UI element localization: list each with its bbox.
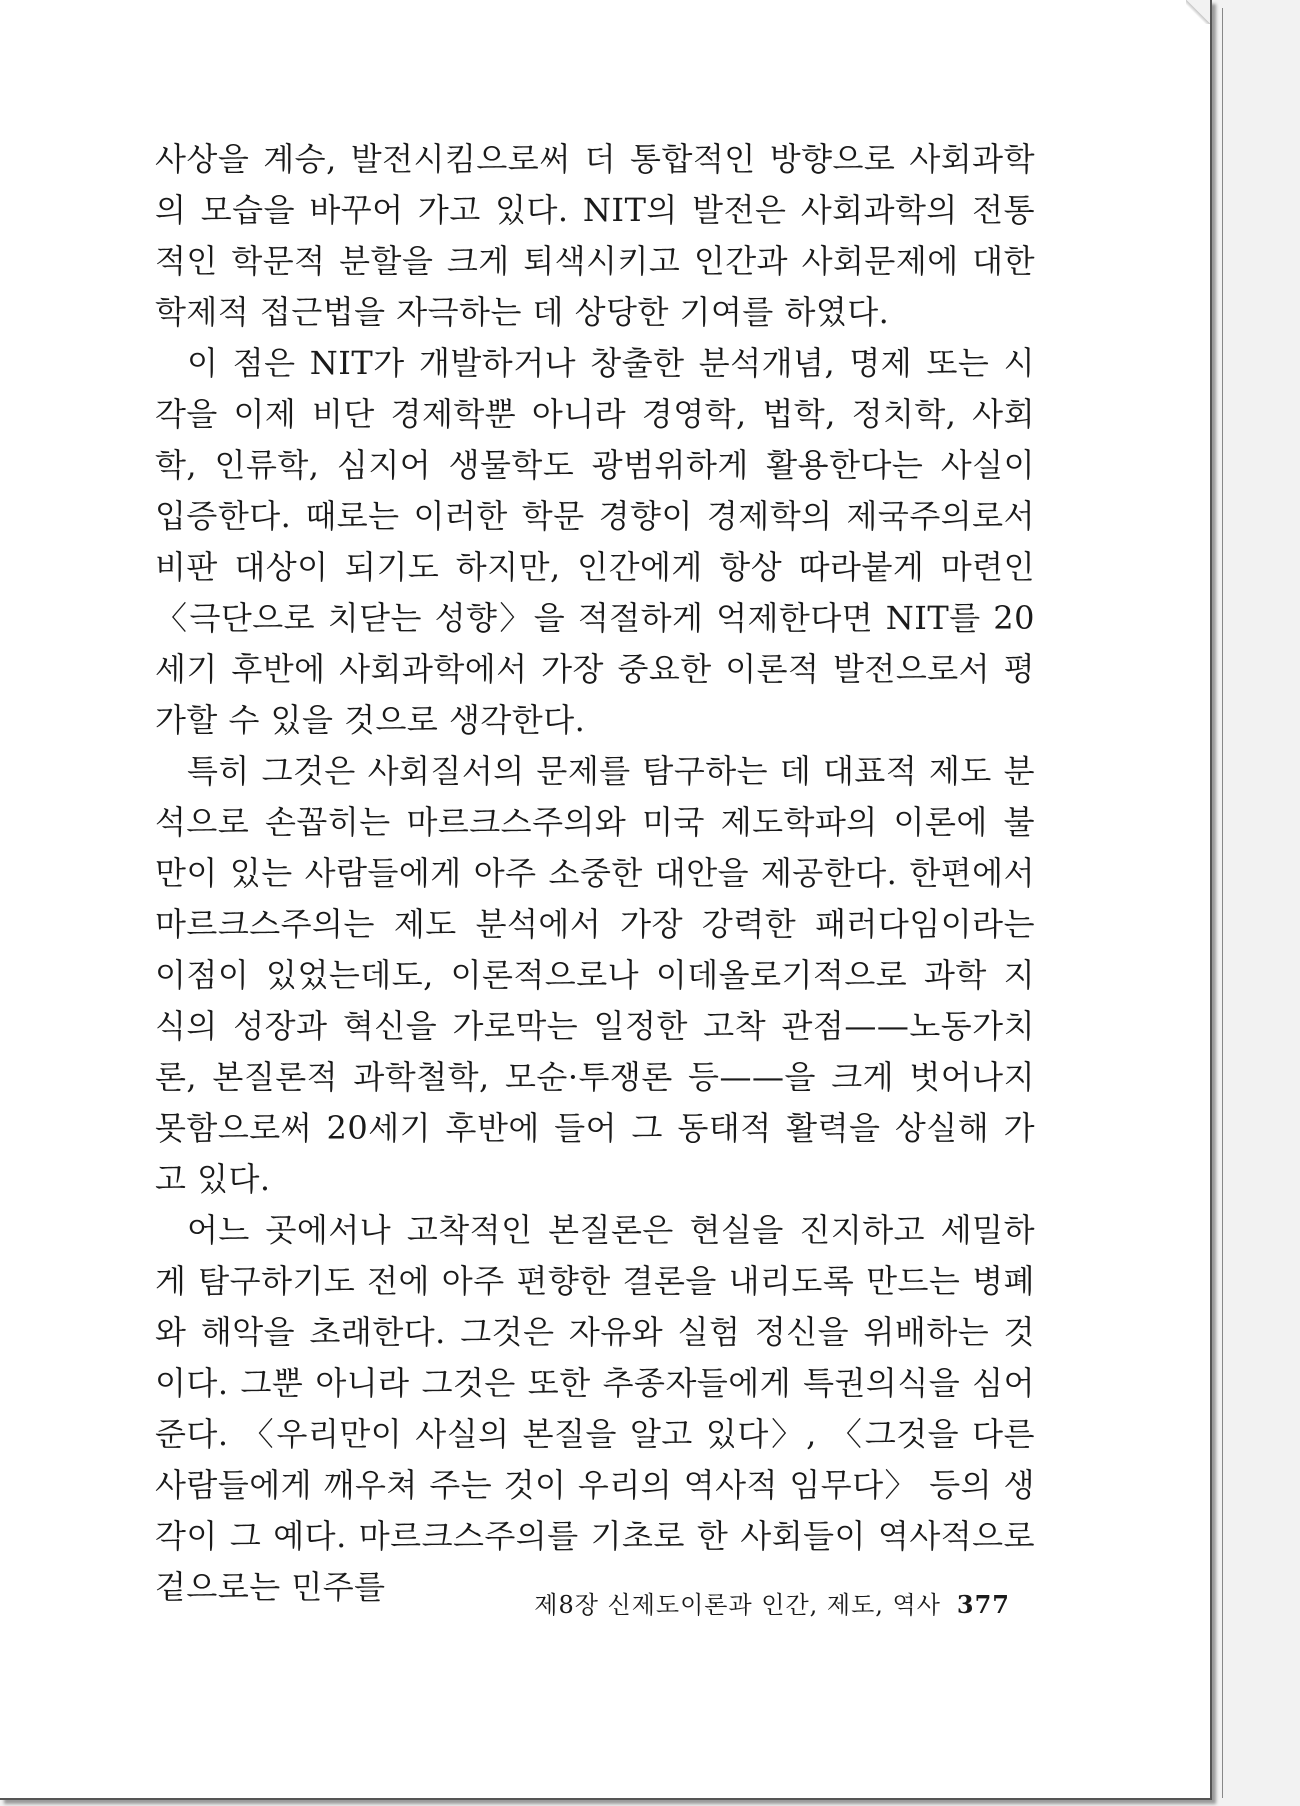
page-number: 377 [956, 1590, 1010, 1619]
paragraph-3: 특히 그것은 사회질서의 문제를 탐구하는 데 대표적 제도 분석으로 손꼽히는 마르크스주의와 미국 제도학파의 이론에 불만이 있는 사람들에게 아주 소중한 대안을 제공한다. 한편에서 마르크스주의는 제도 분석에서 가장 강력한 패러다임이라는 이점이 있었는데도, 이론적으로나 이데올로기적으로 과학 지식의 성장과 혁신을 가로막는 일정한 고착 관점——노동가치론, 본질론적 과학철학, 모순·투쟁론 등——을 크게 벗어나지 못함으로써 20세기 후반에 들어 그 동태적 활력을 상실해 가고 있다. [155, 752, 1035, 1198]
body-text [155, 134, 1035, 1613]
running-footer-chapter: 제8장 신제도이론과 인간, 제도, 역사 [534, 1591, 941, 1619]
paragraph-2: 이 점은 NIT가 개발하거나 창출한 분석개념, 명제 또는 시각을 이제 비단 경제학뿐 아니라 경영학, 법학, 정치학, 사회학, 인류학, 심지어 생물학도 광범위하게 활용한다는 사실이 입증한다. 때로는 이러한 학문 경향이 경제학의 제국주의로서 비판 대상이 되기도 하지만, 인간에게 항상 따라붙게 마련인 〈극단으로 치닫는 성향〉을 적절하게 억제한다면 NIT를 20세기 후반에 사회과학에서 가장 중요한 이론적 발전으로서 평가할 수 있을 것으로 생각한다. [155, 344, 1035, 739]
page-stack-edge [1212, 8, 1223, 1798]
page-corner-curl [1186, 0, 1210, 24]
paragraph-4: 어느 곳에서나 고착적인 본질론은 현실을 진지하고 세밀하게 탐구하기도 전에 아주 편향한 결론을 내리도록 만드는 병폐와 해악을 초래한다. 그것은 자유와 실험 정신을 위배하는 것이다. 그뿐 아니라 그것은 또한 추종자들에게 특권의식을 심어준다. 〈우리만이 사실의 본질을 알고 있다〉, 〈그것을 다른 사람들에게 깨우쳐 주는 것이 우리의 역사적 임무다〉 등의 생각이 그 예다. 마르크스주의를 기초로 한 사회들이 역사적으로 겉으로는 민주를 [155, 1211, 1035, 1606]
paragraph-1: 사상을 계승, 발전시킴으로써 더 통합적인 방향으로 사회과학의 모습을 바꾸어 가고 있다. NIT의 발전은 사회과학의 전통적인 학문적 분할을 크게 퇴색시키고 인간과 사회문제에 대한 학제적 접근법을 자극하는 데 상당한 기여를 하였다. [155, 140, 1035, 331]
page-footer [490, 1585, 1010, 1620]
